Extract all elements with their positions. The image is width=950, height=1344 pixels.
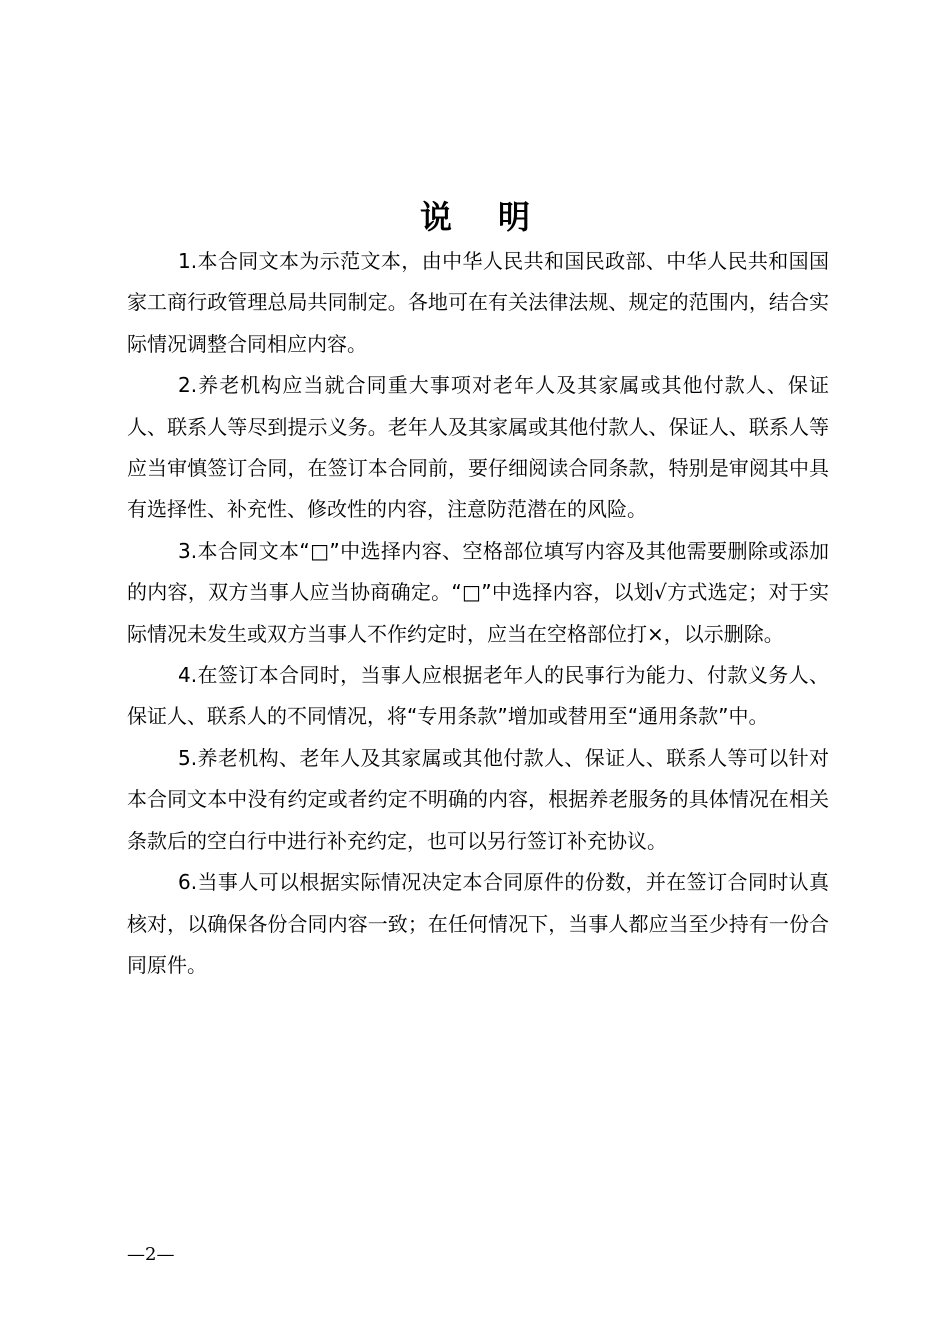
paragraph-1: 1.本合同文本为示范文本，由中华人民共和国民政部、中华人民共和国国家工商行政管理总局共同制定。各地可在有关法律法规、规定的范围内，结合实际情况调整合同相应内容。 bbox=[127, 249, 829, 356]
page-title bbox=[0, 195, 950, 239]
page-number: —2— bbox=[127, 1244, 175, 1265]
page-title-char-2: 明 bbox=[498, 198, 531, 237]
paragraph-5: 5.养老机构、老年人及其家属或其他付款人、保证人、联系人等可以针对本合同文本中没有约定或者约定不明确的内容，根据养老服务的具体情况在相关条款后的空白行中进行补充约定，也可以另行签订补充协议。 bbox=[127, 745, 829, 853]
paragraph-3: 3.本合同文本“□”中选择内容、空格部位填写内容及其他需要删除或添加的内容，双方当事人应当协商确定。“□”中选择内容，以划√方式选定；对于实际情况未发生或双方当事人不作约定时，应当在空格部位打×，以示删除。 bbox=[127, 538, 829, 646]
paragraph-2: 2.养老机构应当就合同重大事项对老年人及其家属或其他付款人、保证人、联系人等尽到提示义务。老年人及其家属或其他付款人、保证人、联系人等应当审慎签订合同，在签订本合同前，要仔细阅读合同条款，特别是审阅其中具有选择性、补充性、修改性的内容，注意防范潜在的风险。 bbox=[127, 373, 829, 522]
paragraph-6: 6.当事人可以根据实际情况决定本合同原件的份数，并在签订合同时认真核对，以确保各份合同内容一致；在任何情况下，当事人都应当至少持有一份合同原件。 bbox=[127, 870, 829, 977]
page-title-char-1: 说 bbox=[419, 198, 452, 237]
paragraph-4: 4.在签订本合同时，当事人应根据老年人的民事行为能力、付款义务人、保证人、联系人的不同情况，将“专用条款”增加或替用至“通用条款”中。 bbox=[127, 663, 829, 729]
instructions-body bbox=[127, 241, 829, 986]
